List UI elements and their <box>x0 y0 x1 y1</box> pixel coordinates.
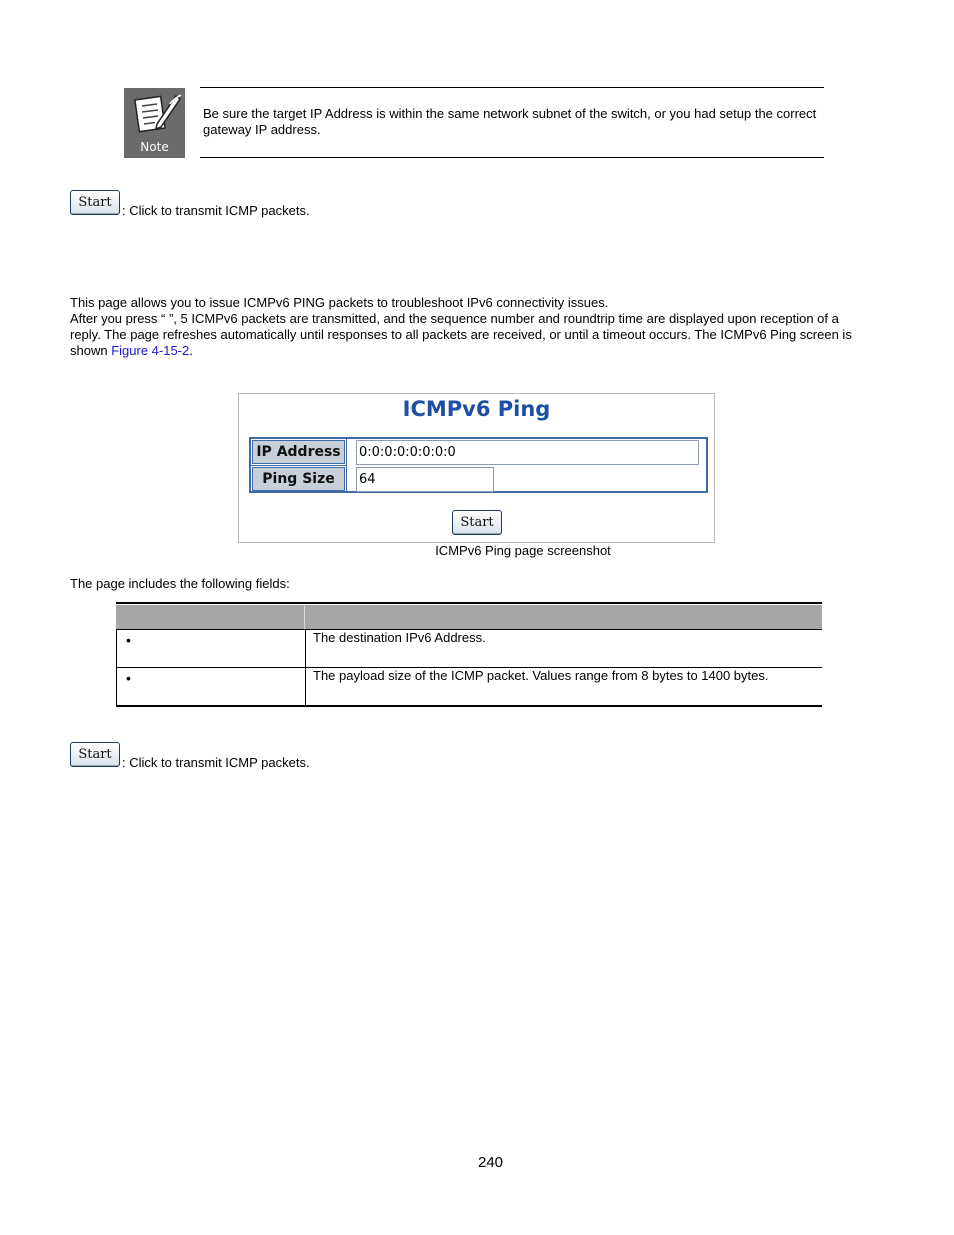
intro-paragraph <box>70 311 870 359</box>
row-bullet: • <box>126 670 131 686</box>
note-text: Be sure the target IP Address is within the same network subnet of the switch, or you had setup the correct gateway IP address. <box>203 106 817 137</box>
row-bullet: • <box>126 632 131 648</box>
table-header <box>116 605 822 629</box>
start-button-caption: : Click to transmit ICMP packets. <box>122 755 310 770</box>
table-bottom-rule <box>116 705 822 707</box>
intro-line-1: This page allows you to issue ICMPv6 PING packets to troubleshoot IPv6 connectivity issues. <box>70 295 609 310</box>
note-top-rule <box>200 87 824 88</box>
ping-size-input[interactable] <box>356 467 494 492</box>
column-divider <box>346 439 347 491</box>
intro-end: . <box>189 343 193 358</box>
ping-size-label: Ping Size <box>252 467 345 491</box>
panel-title: ICMPv6 Ping <box>402 397 551 421</box>
row-description: The payload size of the ICMP packet. Values range from 8 bytes to 1400 bytes. <box>313 668 769 683</box>
note-icon <box>124 88 185 158</box>
page-number: 240 <box>477 1154 504 1171</box>
intro-text: After you press “ ”, 5 ICMPv6 packets are transmitted, and the sequence number and roundtrip time are displayed upon reception of a reply. The page refreshes automatically until responses to all packets are received, or until a timeout occurs. The ICMPv6 Ping screen is shown <box>70 311 852 358</box>
figure-link[interactable]: Figure 4-15-2 <box>111 343 190 358</box>
note-bottom-rule <box>200 157 824 158</box>
ip-address-input[interactable] <box>356 440 699 465</box>
row-description: The destination IPv6 Address. <box>313 630 486 645</box>
ip-address-label: IP Address <box>252 440 345 464</box>
fields-intro: The page includes the following fields: <box>70 576 290 591</box>
ping-form-table <box>249 437 708 493</box>
figure-start-button[interactable]: Start <box>452 510 502 535</box>
table-top-rule <box>116 602 822 604</box>
icmpv6-ping-screenshot <box>238 393 715 543</box>
start-button[interactable]: Start <box>70 742 120 767</box>
row-divider <box>251 465 346 466</box>
start-button[interactable]: Start <box>70 190 120 215</box>
start-button-caption: : Click to transmit ICMP packets. <box>122 203 310 218</box>
header-divider <box>304 605 305 629</box>
figure-caption: ICMPv6 Ping page screenshot <box>435 543 611 558</box>
note-label: Note <box>140 140 169 154</box>
